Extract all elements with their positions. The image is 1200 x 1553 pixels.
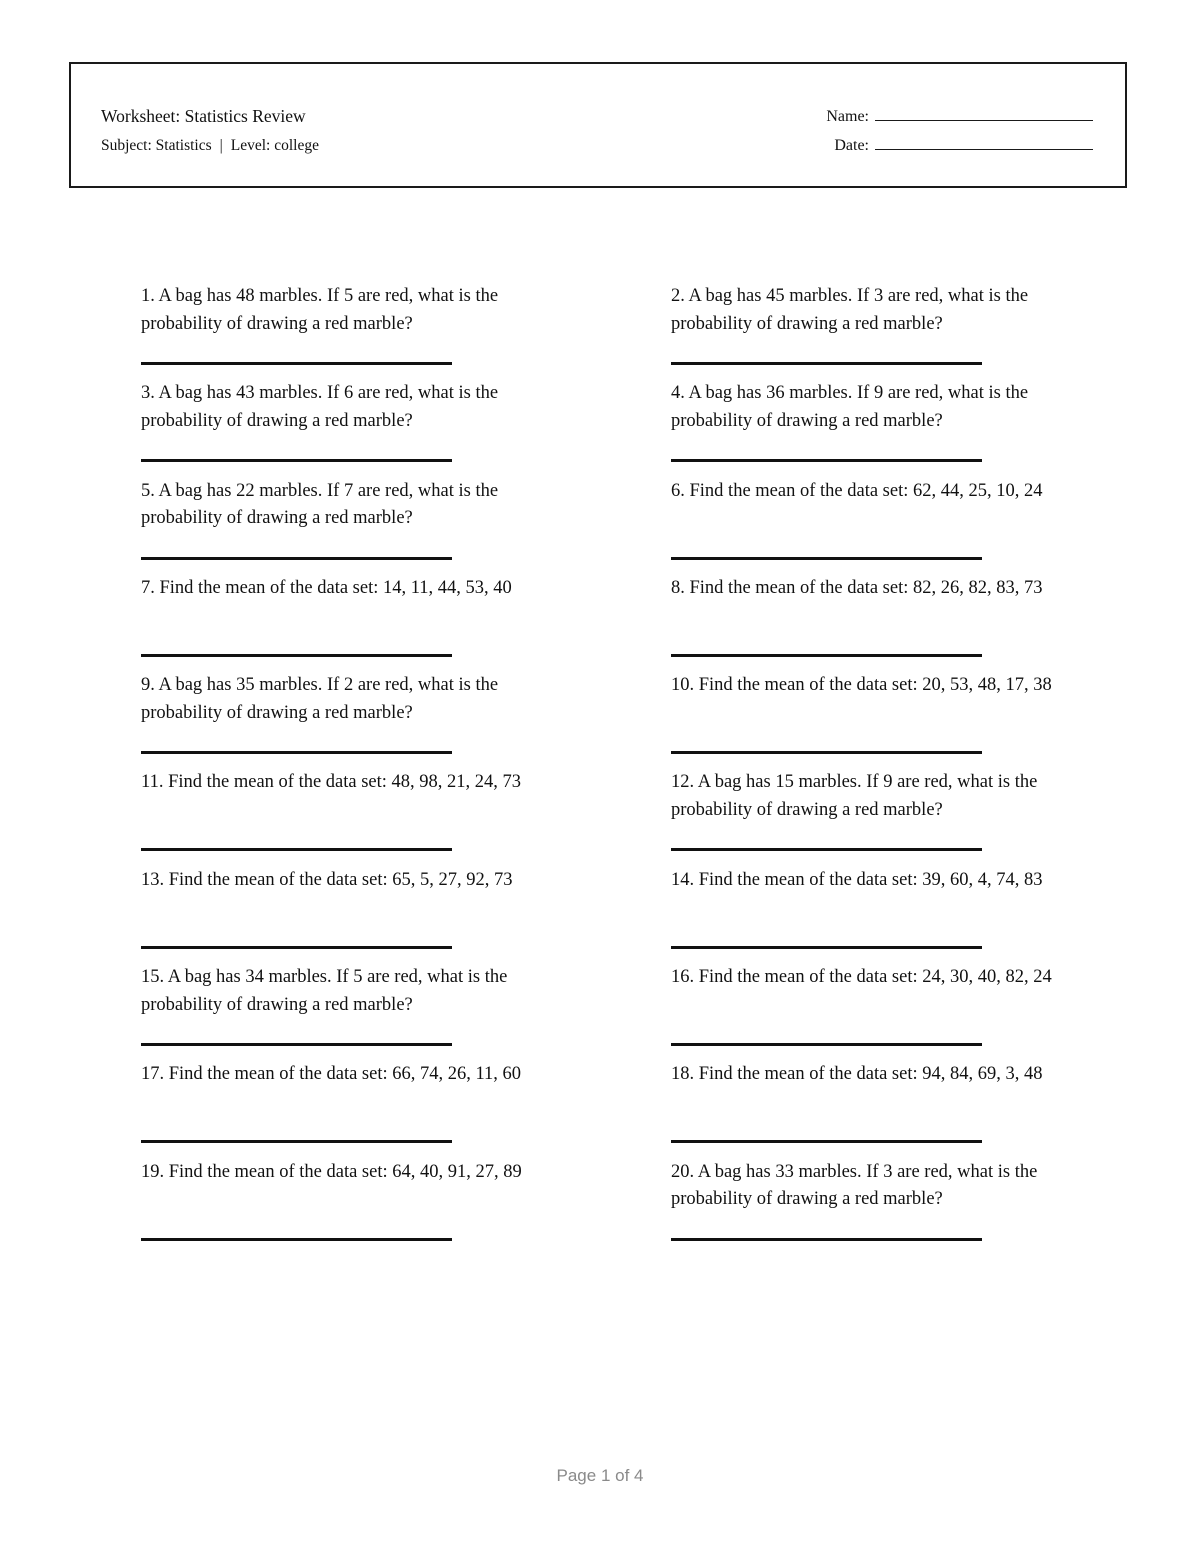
answer-line[interactable] — [141, 459, 452, 462]
question-item — [141, 964, 581, 1061]
question-item — [671, 672, 1111, 769]
question-item — [671, 1061, 1111, 1158]
name-blank-line[interactable] — [875, 106, 1093, 121]
answer-line[interactable] — [141, 1043, 452, 1046]
name-date-fields — [826, 102, 1093, 160]
question-text: 4. A bag has 36 marbles. If 9 are red, what is the probability of drawing a red marble? — [671, 383, 1029, 431]
answer-line[interactable] — [141, 654, 452, 657]
answer-line[interactable] — [141, 946, 452, 949]
question-text: 6. Find the mean of the data set: 62, 44, 25, 10, 24 — [671, 480, 1043, 501]
answer-line[interactable] — [671, 848, 982, 851]
question-item — [671, 283, 1111, 380]
question-text: 1. A bag has 48 marbles. If 5 are red, what is the probability of drawing a red marble? — [141, 286, 499, 334]
answer-line[interactable] — [141, 1140, 452, 1143]
question-text: 10. Find the mean of the data set: 20, 53, 48, 17, 38 — [671, 675, 1052, 696]
answer-line[interactable] — [141, 1238, 452, 1241]
worksheet-header — [69, 62, 1127, 188]
page-number: Page 1 of 4 — [556, 1466, 644, 1485]
question-text: 18. Find the mean of the data set: 94, 84, 69, 3, 48 — [671, 1064, 1043, 1085]
question-text: 3. A bag has 43 marbles. If 6 are red, what is the probability of drawing a red marble? — [141, 383, 499, 431]
question-text: 12. A bag has 15 marbles. If 9 are red, what is the probability of drawing a red marble? — [671, 772, 1038, 820]
header-info — [101, 102, 319, 160]
answer-line[interactable] — [671, 1238, 982, 1241]
subject-label: Subject: Statistics — [101, 137, 212, 154]
question-text: 9. A bag has 35 marbles. If 2 are red, what is the probability of drawing a red marble? — [141, 675, 499, 723]
question-text: 14. Find the mean of the data set: 39, 60, 4, 74, 83 — [671, 869, 1043, 890]
question-item — [671, 867, 1111, 964]
question-item — [671, 478, 1111, 575]
answer-line[interactable] — [141, 362, 452, 365]
question-item — [671, 380, 1111, 477]
question-text: 17. Find the mean of the data set: 66, 74, 26, 11, 60 — [141, 1064, 522, 1085]
name-label: Name: — [826, 108, 869, 125]
question-item — [141, 672, 581, 769]
name-field[interactable] — [826, 102, 1093, 131]
question-item — [141, 478, 581, 575]
question-text: 8. Find the mean of the data set: 82, 26, 82, 83, 73 — [671, 577, 1043, 598]
question-text: 19. Find the mean of the data set: 64, 40, 91, 27, 89 — [141, 1161, 522, 1182]
question-text: 11. Find the mean of the data set: 48, 98, 21, 24, 73 — [141, 772, 522, 793]
question-item — [141, 575, 581, 672]
answer-line[interactable] — [671, 946, 982, 949]
question-text: 5. A bag has 22 marbles. If 7 are red, what is the probability of drawing a red marble? — [141, 480, 499, 529]
question-item — [141, 283, 581, 380]
question-text: 13. Find the mean of the data set: 65, 5, 27, 92, 73 — [141, 869, 513, 890]
question-text: 16. Find the mean of the data set: 24, 30, 40, 82, 24 — [671, 967, 1052, 988]
question-item — [141, 1061, 581, 1158]
subject-level-line — [101, 131, 319, 160]
answer-line[interactable] — [671, 751, 982, 754]
date-field[interactable] — [826, 131, 1093, 160]
question-item — [141, 769, 581, 866]
question-item — [141, 1159, 581, 1256]
date-blank-line[interactable] — [875, 135, 1093, 150]
answer-line[interactable] — [671, 1043, 982, 1046]
answer-line[interactable] — [141, 848, 452, 851]
question-item — [671, 1159, 1111, 1256]
question-item — [141, 867, 581, 964]
question-item — [671, 769, 1111, 866]
question-text: 15. A bag has 34 marbles. If 5 are red, what is the probability of drawing a red marble? — [141, 967, 508, 1015]
question-item — [671, 964, 1111, 1061]
worksheet-title: Worksheet: Statistics Review — [101, 106, 306, 126]
answer-line[interactable] — [671, 459, 982, 462]
answer-line[interactable] — [671, 362, 982, 365]
question-item — [671, 575, 1111, 672]
question-text: 20. A bag has 33 marbles. If 3 are red, what is the probability of drawing a red marble? — [671, 1161, 1038, 1210]
question-item — [141, 380, 581, 477]
date-label: Date: — [834, 137, 869, 154]
question-grid — [141, 283, 1101, 1256]
answer-line[interactable] — [671, 1140, 982, 1143]
question-text: 2. A bag has 45 marbles. If 3 are red, what is the probability of drawing a red marble? — [671, 286, 1029, 334]
separator: | — [219, 137, 223, 154]
level-label: Level: college — [230, 137, 319, 154]
question-text: 7. Find the mean of the data set: 14, 11, 44, 53, 40 — [141, 577, 512, 598]
answer-line[interactable] — [141, 751, 452, 754]
answer-line[interactable] — [671, 557, 982, 560]
answer-line[interactable] — [671, 654, 982, 657]
answer-line[interactable] — [141, 557, 452, 560]
